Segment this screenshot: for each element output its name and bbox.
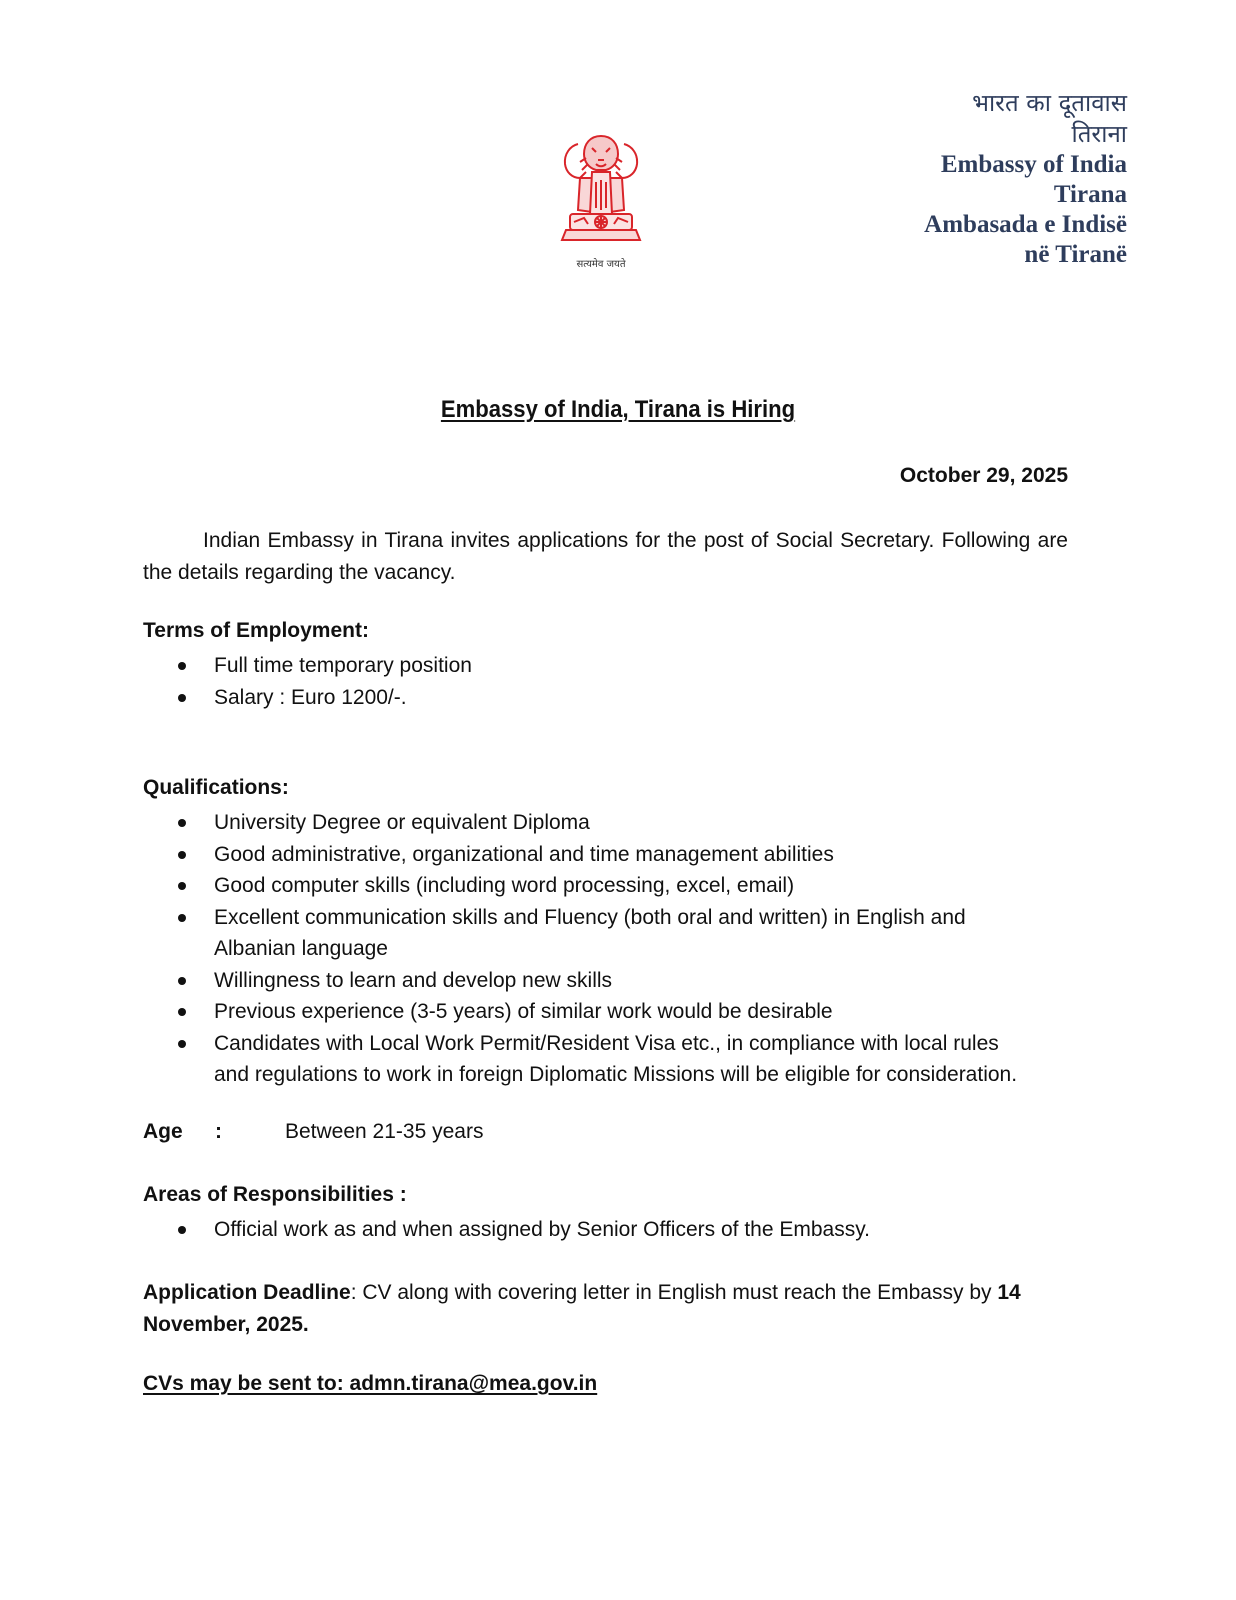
age-value: Between 21-35 years: [285, 1120, 484, 1143]
document-title: Embassy of India, Tirana is Hiring: [440, 396, 796, 423]
document-date: October 29, 2025: [899, 464, 1068, 487]
emblem-motto: सत्यमेव जयते: [576, 259, 626, 270]
letterhead-hindi-line2: तिराना: [1071, 120, 1127, 148]
national-emblem: [556, 128, 646, 278]
list-item: Good administrative, organizational and time management abilities: [143, 839, 1023, 871]
age-colon: :: [215, 1120, 222, 1143]
cv-contact-line[interactable]: CVs may be sent to: admn.tirana@mea.gov.in: [143, 1372, 598, 1395]
list-item: Good computer skills (including word processing, excel, email): [143, 870, 1023, 902]
list-item: Salary : Euro 1200/-.: [143, 682, 1023, 714]
letterhead-english-line1: Embassy of India: [940, 151, 1127, 178]
letterhead-albanian-line1: Ambasada e Indisë: [924, 211, 1127, 238]
list-item: Candidates with Local Work Permit/Resident Visa etc., in compliance with local rules and regulations to work in foreign Diplomatic Missions will be eligible for consideration.: [143, 1028, 1023, 1091]
age-label: Age: [143, 1120, 183, 1143]
letterhead: [924, 88, 1127, 270]
deadline-text: : CV along with covering letter in English must reach the Embassy by: [350, 1281, 998, 1304]
responsibilities-list: [143, 1214, 1023, 1246]
terms-list: [143, 650, 1023, 713]
list-item: Official work as and when assigned by Senior Officers of the Embassy.: [143, 1214, 1023, 1246]
qualifications-heading: Qualifications:: [143, 776, 289, 799]
terms-heading: Terms of Employment:: [143, 619, 369, 642]
letterhead-hindi-line1: भारत का दूतावास: [972, 89, 1127, 117]
letterhead-albanian-line2: në Tiranë: [1024, 241, 1127, 268]
qualifications-list: [143, 807, 1023, 1091]
age-row: [143, 1120, 483, 1144]
national-emblem-icon: [556, 128, 646, 258]
application-deadline: [143, 1277, 1068, 1340]
list-item: Willingness to learn and develop new skills: [143, 965, 1023, 997]
list-item: Excellent communication skills and Fluency (both oral and written) in English and Albanian language: [143, 902, 1023, 965]
list-item: Full time temporary position: [143, 650, 1023, 682]
responsibilities-heading: Areas of Responsibilities :: [143, 1183, 407, 1206]
list-item: Previous experience (3-5 years) of similar work would be desirable: [143, 996, 1023, 1028]
deadline-label: Application Deadline: [143, 1281, 351, 1304]
intro-paragraph: Indian Embassy in Tirana invites applications for the post of Social Secretary. Following are the details regarding the vacancy.: [143, 529, 1068, 584]
deadline-date: 14 November, 2025.: [143, 1281, 1021, 1336]
letterhead-english-line2: Tirana: [1053, 181, 1127, 208]
list-item: University Degree or equivalent Diploma: [143, 807, 1023, 839]
